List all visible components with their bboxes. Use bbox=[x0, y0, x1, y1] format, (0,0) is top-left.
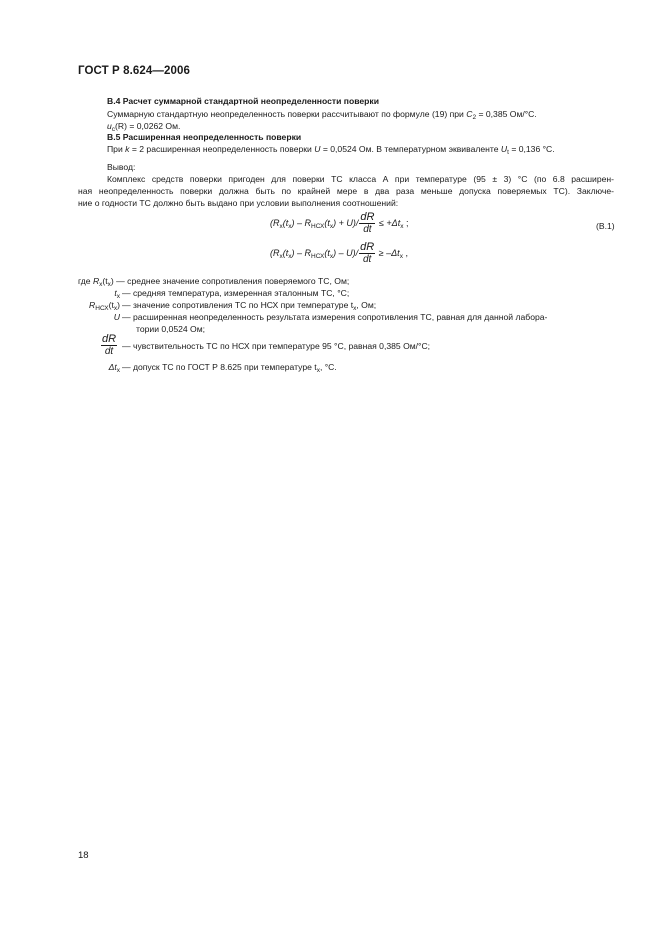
definition-tx-text: — средняя температура, измеренная эталонным ТС, °С; bbox=[122, 288, 350, 298]
fraction-dr-dt: $\frac{dR}{dt}$ bbox=[360, 211, 375, 235]
equation-number: (В.1) bbox=[596, 221, 615, 231]
section-b4-line2: $u_c(R) = 0,0262$ Ом. bbox=[107, 121, 181, 133]
definition-u-text: — расширенная неопределенность результата измерения сопротивления ТС, равная для данной лабора- bbox=[122, 312, 548, 322]
definition-rnsx-text: — значение сопротивления ТС по НСХ при температуре $t_x$, Ом; bbox=[122, 300, 377, 312]
page-number: 18 bbox=[78, 850, 89, 861]
definition-u-text-cont: тории 0,0524 Ом; bbox=[136, 324, 206, 334]
definition-drdt-symbol: $\frac{dR}{dt}$ bbox=[102, 333, 117, 357]
conclusion-line3: ние о годности ТС должно быть выдано при условии выполнения соотношений: bbox=[78, 198, 399, 208]
conclusion-line1: Комплекс средств поверки пригоден для поверки ТС класса А при температуре (95 ± 3) °С (по 6.8 расширен- bbox=[107, 174, 614, 184]
equation-1: $(R_x(t_x) - R_{НСХ}(t_x) + U)/$ $\frac{dR}{dt}$ ≤ $+\Delta t_x$ ; bbox=[270, 211, 409, 235]
section-b4-title: В.4 Расчет суммарной стандартной неопределенности поверки bbox=[107, 96, 379, 106]
fraction-dr-dt: $\frac{dR}{dt}$ bbox=[360, 241, 375, 265]
definition-rnsx-symbol: $R_{НСХ}(t_x)$ bbox=[89, 300, 120, 312]
definition-rx: где $R_x(t_x)$ — среднее значение сопротивления поверяемого ТС, Ом; bbox=[78, 276, 350, 288]
equation-2: $(R_x(t_x) - R_{НСХ}(t_x) - U)/$ $\frac{dR}{dt}$ ≥ $-\Delta t_x$ , bbox=[270, 241, 408, 265]
document-header: ГОСТ Р 8.624—2006 bbox=[78, 65, 190, 77]
definition-u-symbol: U bbox=[113, 312, 120, 322]
definition-dtx-symbol: $\Delta t_x$ bbox=[108, 362, 120, 374]
definition-dtx-text: — допуск ТС по ГОСТ Р 8.625 при температуре $t_x$, °С. bbox=[122, 362, 337, 374]
conclusion-line2: ная неопределенность поверки должна быть по крайней мере в два раза меньше допуска поверяемых ТС). Заключе- bbox=[78, 186, 614, 196]
conclusion-label: Вывод: bbox=[107, 162, 136, 172]
definition-drdt-text: — чувствительность ТС по НСХ при температуре 95 °С, равная 0,385 Ом/°С; bbox=[122, 341, 431, 351]
definition-tx-symbol: $t_x$ bbox=[114, 288, 120, 300]
section-b4-line1: Суммарную стандартную неопределенность поверки рассчитывают по формуле (19) при $C_2 = 0,385$ Ом/°С. bbox=[107, 109, 537, 121]
section-b5-line1: При k = 2 расширенная неопределенность поверки U = 0,0524 Ом. В температурном эквиваленте $U_t = 0,136$ °С. bbox=[107, 144, 555, 156]
section-b5-title: В.5 Расширенная неопределенность поверки bbox=[107, 132, 302, 142]
